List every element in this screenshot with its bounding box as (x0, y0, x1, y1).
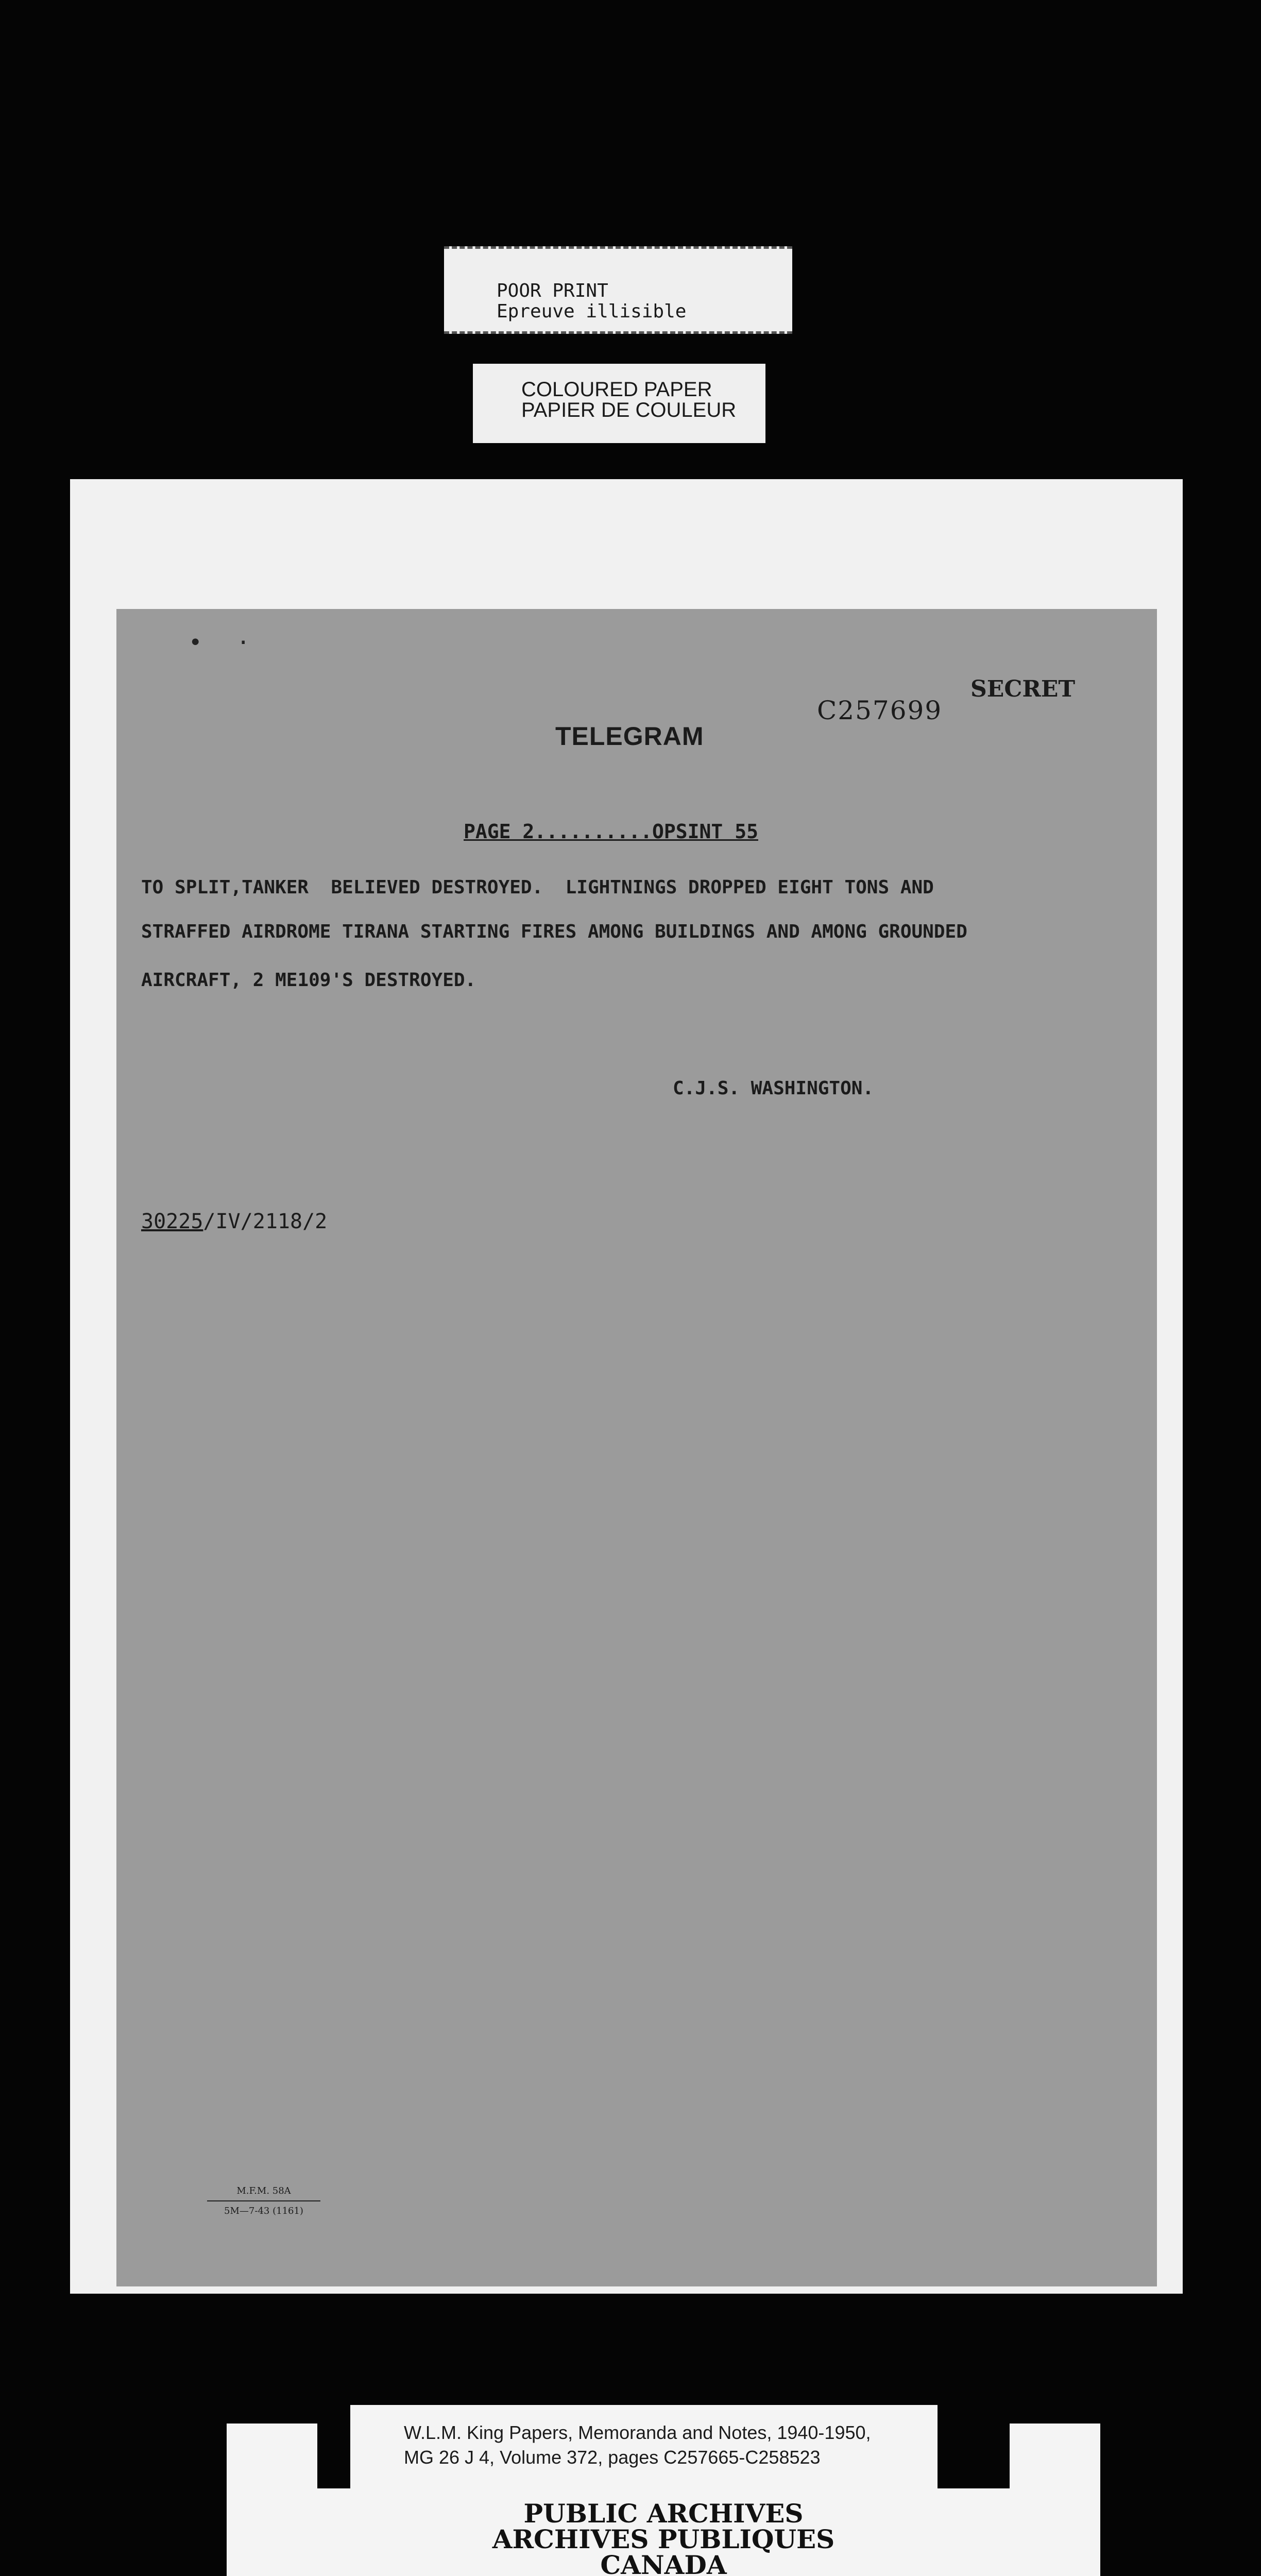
reference-prefix: 30225 (141, 1210, 203, 1233)
body-line-2: STRAFFED AIRDROME TIRANA STARTING FIRES AMONG BUILDINGS AND AMONG GROUNDED (141, 921, 967, 942)
paper-marks: • · (189, 630, 261, 656)
citation-line-1: W.L.M. King Papers, Memoranda and Notes, 1940-1950, (404, 2422, 871, 2443)
serial-number: C257699 (817, 696, 943, 725)
poor-print-en: POOR PRINT (497, 280, 608, 301)
form-code-block (207, 2185, 320, 2216)
telegram-sheet (116, 609, 1157, 2286)
archives-country: CANADA (600, 2550, 727, 2576)
poor-print-fr: Epreuve illisible (497, 301, 687, 322)
public-archives-card (227, 2488, 1100, 2576)
form-code: M.F.M. 58A (207, 2185, 320, 2201)
citation-card (350, 2405, 938, 2490)
page-reference: PAGE 2..........OPSINT 55 (464, 820, 758, 843)
archives-en: PUBLIC ARCHIVES (523, 2498, 804, 2529)
body-line-1: TO SPLIT,TANKER BELIEVED DESTROYED. LIGHTNINGS DROPPED EIGHT TONS AND (141, 877, 934, 898)
telegram-heading: TELEGRAM (555, 722, 704, 751)
signature-line: C.J.S. WASHINGTON. (673, 1078, 874, 1099)
classification-stamp: SECRET (970, 676, 1076, 702)
form-print-run: 5M—7-43 (1161) (224, 2206, 303, 2216)
body-line-3: AIRCRAFT, 2 ME109'S DESTROYED. (141, 970, 476, 991)
coloured-paper-en: COLOURED PAPER (521, 378, 712, 401)
reference-number (141, 1210, 327, 1233)
archives-fr: ARCHIVES PUBLIQUES (492, 2524, 835, 2554)
citation-line-2: MG 26 J 4, Volume 372, pages C257665-C258523 (404, 2447, 821, 2468)
reference-suffix: /IV/2118/2 (203, 1210, 328, 1233)
coloured-paper-label (473, 364, 765, 443)
card-gap-right (938, 2424, 1010, 2488)
archive-card-tab-left (227, 2424, 317, 2488)
poor-print-label (444, 246, 792, 334)
archive-card-tab-right (1010, 2424, 1100, 2488)
coloured-paper-fr: PAPIER DE COULEUR (521, 399, 737, 421)
card-gap-left (317, 2424, 350, 2488)
